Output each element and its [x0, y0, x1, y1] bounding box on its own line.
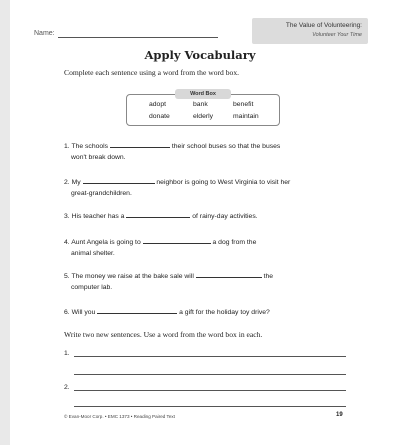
sentence-item — [64, 236, 256, 259]
header-topic-box — [252, 18, 368, 44]
write-item-number: 1. — [64, 350, 70, 357]
sentence-continuation: animal shelter. — [71, 250, 115, 257]
write-line[interactable] — [74, 356, 346, 357]
sentence-number: 5. — [64, 273, 70, 280]
write-instruction-text: Write two new sentences. Use a word from the word box in each. — [64, 330, 263, 339]
sentence-number: 3. — [64, 213, 70, 220]
page-margin-bar — [0, 0, 10, 445]
sentence-number: 2. — [64, 179, 70, 186]
sentence-item — [64, 306, 270, 318]
sentence-continuation: great-grandchildren. — [71, 190, 132, 197]
word-box-word: adopt — [149, 101, 167, 108]
page-title: Apply Vocabulary — [144, 48, 256, 62]
footer-copyright: © Evan-Moor Corp. • EMC 1373 • Reading Paired Text — [64, 414, 175, 419]
write-line[interactable] — [74, 390, 346, 391]
sentence-item — [64, 140, 280, 163]
sentence-item — [64, 176, 290, 199]
sentence-item — [64, 210, 258, 222]
word-box — [126, 91, 280, 126]
sentence-item — [64, 270, 273, 293]
answer-blank[interactable] — [83, 176, 155, 184]
answer-blank[interactable] — [97, 306, 177, 314]
sentence-text-after: the — [263, 273, 274, 280]
sentence-text-before: The schools — [71, 143, 109, 150]
sentence-text-after: a dog from the — [212, 239, 257, 246]
answer-blank[interactable] — [143, 236, 211, 244]
sentence-number: 1. — [64, 143, 70, 150]
sentence-text-after: of rainy-day activities. — [192, 213, 258, 220]
sentence-text-before: Will you — [71, 309, 96, 316]
sentence-text-before: My — [71, 179, 81, 186]
word-box-word: bank — [193, 101, 208, 108]
write-line[interactable] — [74, 374, 346, 375]
sentence-text-before: Aunt Angela is going to — [71, 239, 141, 246]
name-field-line[interactable] — [58, 37, 218, 38]
sentence-text-after: a gift for the holiday toy drive? — [179, 309, 270, 316]
answer-blank[interactable] — [196, 270, 262, 278]
write-line[interactable] — [74, 406, 346, 407]
name-label: Name: — [34, 30, 55, 37]
sentence-number: 4. — [64, 239, 70, 246]
word-box-word: benefit — [233, 101, 254, 108]
sentence-continuation: won't break down. — [71, 154, 126, 161]
header-topic-subtitle: Volunteer Your Time — [312, 32, 362, 38]
write-item-number: 2. — [64, 384, 70, 391]
sentence-number: 6. — [64, 309, 70, 316]
sentence-text-after: neighbor is going to West Virginia to visit her — [156, 179, 291, 186]
sentence-continuation: computer lab. — [71, 284, 113, 291]
header-topic-title: The Value of Volunteering: — [285, 22, 362, 29]
sentence-text-before: His teacher has a — [71, 213, 125, 220]
sentence-text-after: their school buses so that the buses — [171, 143, 281, 150]
answer-blank[interactable] — [126, 210, 190, 218]
word-box-word: elderly — [193, 113, 214, 120]
word-box-label: Word Box — [175, 89, 231, 99]
word-box-word: maintain — [233, 113, 259, 120]
page-number: 19 — [336, 412, 343, 418]
worksheet-header — [34, 18, 368, 48]
sentence-text-before: The money we raise at the bake sale will — [71, 273, 194, 280]
instruction-text: Complete each sentence using a word from the word box. — [64, 68, 240, 77]
answer-blank[interactable] — [110, 140, 170, 148]
word-box-word: donate — [149, 113, 170, 120]
